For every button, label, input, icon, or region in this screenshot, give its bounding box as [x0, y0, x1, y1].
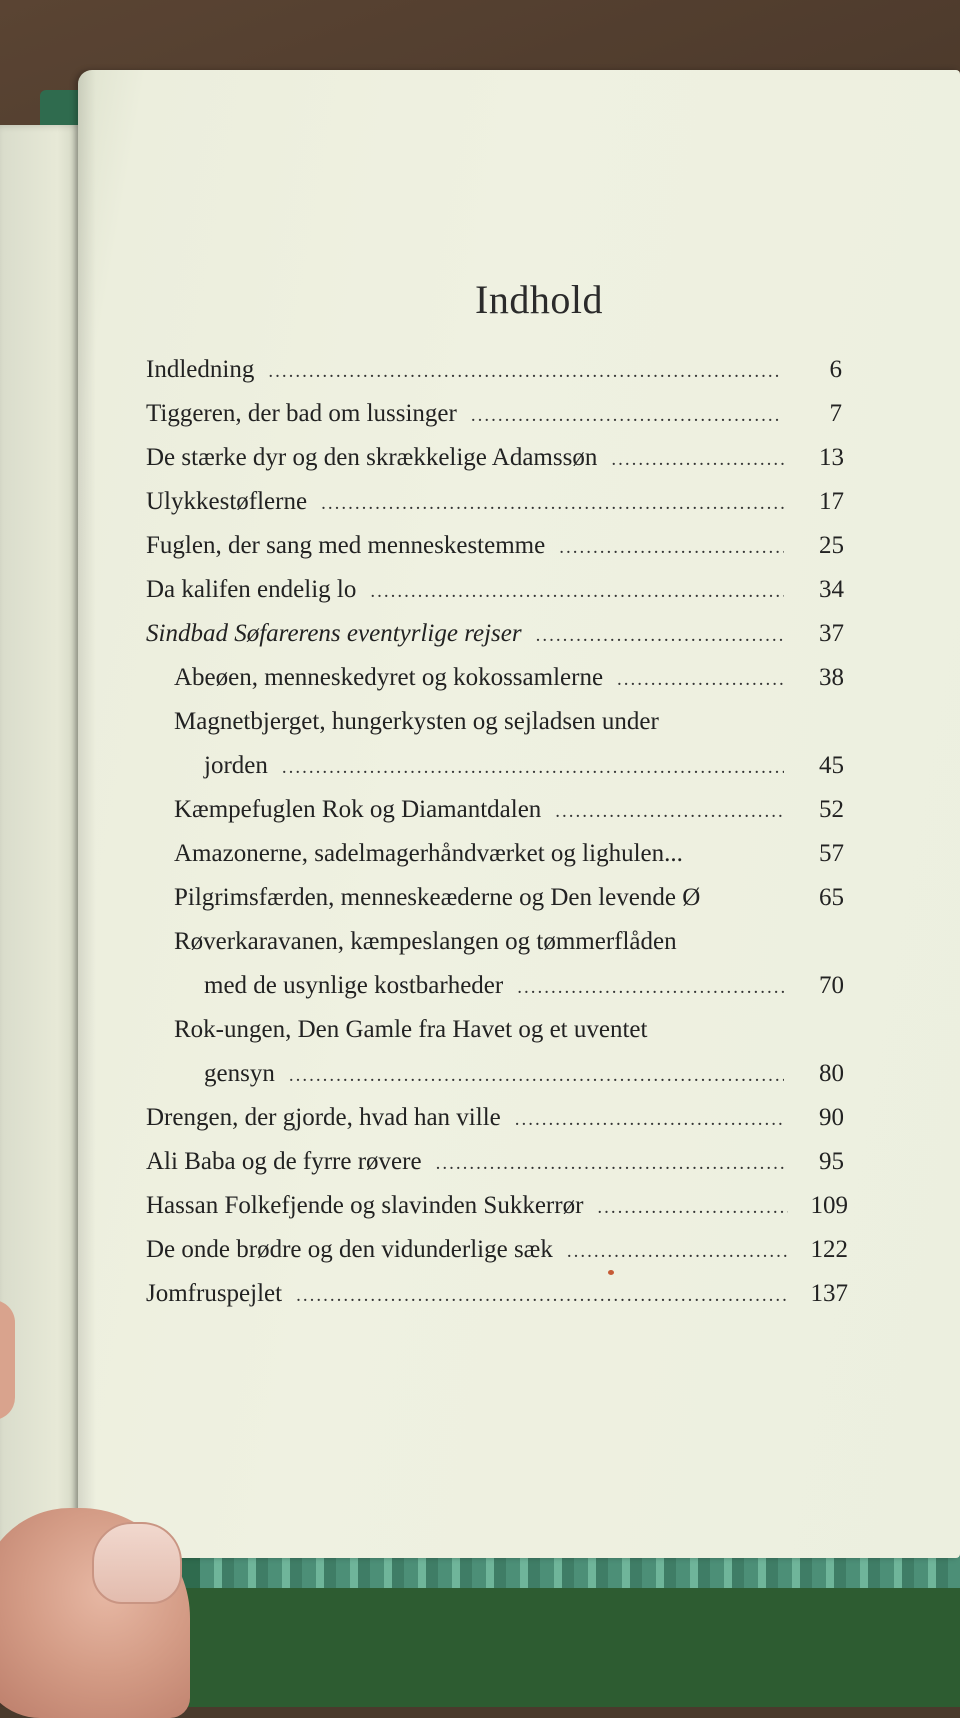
toc-entry-page: 45 — [819, 752, 844, 779]
toc-entry-page: 80 — [819, 1060, 844, 1087]
toc-entry-title: Jomfruspejlet — [146, 1280, 283, 1307]
toc-entry-page: 95 — [819, 1148, 844, 1175]
toc-subentry — [174, 840, 844, 868]
toc-entry — [146, 1236, 848, 1264]
toc-entry-page: 34 — [819, 576, 844, 603]
toc-entry — [146, 488, 844, 516]
table-of-contents — [78, 70, 960, 1558]
toc-entry — [146, 356, 842, 384]
toc-subentry — [174, 884, 844, 912]
toc-leader-dots — [289, 1065, 784, 1087]
toc-leader-dots — [282, 757, 784, 779]
page-speck — [608, 1270, 614, 1275]
toc-entry-page: 65 — [819, 884, 844, 911]
toc-entry-page: 109 — [810, 1192, 848, 1219]
toc-entry — [146, 532, 844, 560]
toc-entry-page: 38 — [819, 664, 844, 691]
toc-leader-dots — [370, 581, 784, 603]
toc-entry — [146, 1192, 848, 1220]
toc-subentry — [204, 972, 844, 1000]
toc-subentry — [204, 752, 844, 780]
toc-entry-page: 37 — [819, 620, 844, 647]
toc-entry-title: gensyn — [204, 1060, 275, 1087]
toc-entry-page: 17 — [819, 488, 844, 515]
toc-leader-dots — [597, 1197, 788, 1219]
toc-entry-page: 137 — [810, 1280, 848, 1307]
toc-entry-page: 25 — [819, 532, 844, 559]
toc-entry-title: med de usynlige kostbarheder — [204, 972, 504, 999]
toc-entry-title: Indledning — [146, 356, 255, 383]
toc-entry-title: Fuglen, der sang med menneskestemme — [146, 532, 546, 559]
toc-leader-dots — [471, 405, 782, 427]
toc-leader-dots — [611, 449, 784, 471]
thumbnail-nail — [92, 1522, 182, 1604]
book-page — [78, 70, 960, 1558]
toc-entry-title: Abeøen, menneskedyret og kokossamlerne — [174, 664, 604, 691]
toc-leader-dots — [617, 669, 784, 691]
toc-leader-dots — [567, 1241, 788, 1263]
toc-entry — [146, 576, 844, 604]
toc-entry — [146, 400, 842, 428]
toc-leader-dots — [268, 361, 782, 383]
toc-leader-dots — [321, 493, 784, 515]
toc-subentry-line: Røverkaravanen, kæmpeslangen og tømmerflåden — [174, 928, 677, 955]
toc-entry-title: Ulykkestøflerne — [146, 488, 308, 515]
cover-bottom — [180, 1588, 960, 1707]
toc-leader-dots — [296, 1285, 788, 1307]
toc-leader-dots — [517, 977, 784, 999]
toc-entry-page: 57 — [819, 840, 844, 867]
toc-entry-title: De onde brødre og den vidunderlige sæk — [146, 1236, 553, 1263]
toc-entry-title: Tiggeren, der bad om lussinger — [146, 400, 457, 427]
toc-leader-dots — [536, 625, 784, 647]
toc-entry — [146, 620, 844, 648]
toc-subentry — [174, 664, 844, 692]
toc-entry-title: Ali Baba og de fyrre røvere — [146, 1148, 422, 1175]
toc-subentry-line: Magnetbjerget, hungerkysten og sejladsen under — [174, 708, 659, 735]
toc-entry — [146, 1280, 848, 1308]
toc-entry-page: 6 — [829, 356, 842, 383]
toc-leader-dots — [559, 537, 784, 559]
toc-entry — [146, 1104, 844, 1132]
toc-entry-page: 70 — [819, 972, 844, 999]
toc-leader-dots — [515, 1109, 784, 1131]
toc-entry-title: jorden — [204, 752, 268, 779]
toc-entry-page: 122 — [810, 1236, 848, 1263]
toc-entry-title: Da kalifen endelig lo — [146, 576, 357, 603]
toc-entry-page: 90 — [819, 1104, 844, 1131]
toc-subentry — [174, 796, 844, 824]
toc-entry-title: De stærke dyr og den skrækkelige Adamssøn — [146, 444, 598, 471]
toc-entry-title: Kæmpefuglen Rok og Diamantdalen — [174, 796, 542, 823]
toc-subentry — [204, 1060, 844, 1088]
toc-entry-title: Hassan Folkefjende og slavinden Sukkerrør — [146, 1192, 584, 1219]
toc-entry-page: 13 — [819, 444, 844, 471]
toc-leader-dots — [436, 1153, 784, 1175]
toc-subentry-line: Rok-ungen, Den Gamle fra Havet og et uventet — [174, 1016, 648, 1043]
finger — [0, 1300, 15, 1420]
toc-entry — [146, 1148, 844, 1176]
toc-entry-title: Drengen, der gjorde, hvad han ville — [146, 1104, 501, 1131]
toc-leader-dots — [555, 801, 784, 823]
toc-section-title: Sindbad Søfarerens eventyrlige rejser — [146, 620, 522, 647]
toc-entry-title: Pilgrimsfærden, menneskeæderne og Den levende Ø — [174, 884, 701, 911]
toc-entry-title: Amazonerne, sadelmagerhåndværket og lighulen... — [174, 840, 683, 867]
toc-entry-page: 7 — [829, 400, 842, 427]
toc-entry-page: 52 — [819, 796, 844, 823]
page-title: Indhold — [475, 277, 603, 322]
toc-entry — [146, 444, 844, 472]
